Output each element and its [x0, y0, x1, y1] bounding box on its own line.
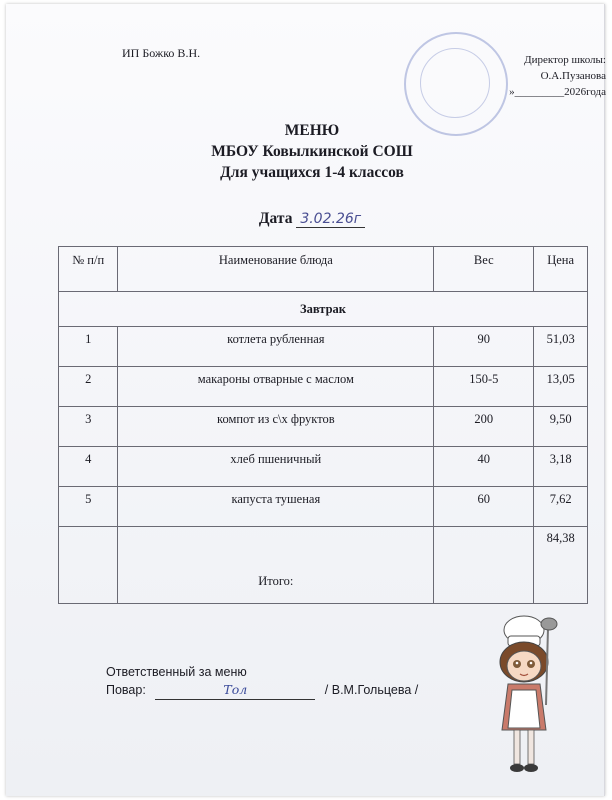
menu-table: [58, 246, 588, 604]
chef-girl-illustration: [486, 610, 566, 780]
date-value: 3.02.26г: [296, 211, 365, 228]
table-row: [59, 367, 588, 407]
title-line: МЕНЮ: [284, 122, 340, 139]
dish-price: 9,50: [534, 407, 588, 447]
total-price: 84,38: [534, 527, 588, 604]
cook-line: [106, 681, 418, 700]
empty-cell: [59, 527, 118, 604]
dish-name: компот из с\х фруктов: [118, 407, 434, 447]
approval-line: Директор школы:: [524, 54, 606, 66]
title-line: Для учащихся 1-4 классов: [220, 164, 404, 181]
approval-block: [486, 52, 606, 100]
table-row: [59, 487, 588, 527]
dish-name: капуста тушеная: [118, 487, 434, 527]
date-line: [6, 210, 612, 228]
dish-weight: 150-5: [434, 367, 534, 407]
row-number: 3: [59, 407, 118, 447]
dish-name: макароны отварные с маслом: [118, 367, 434, 407]
menu-title: [6, 120, 612, 183]
entrepreneur-name: ИП Божко В.Н.: [122, 46, 201, 60]
dish-name: хлеб пшеничный: [118, 447, 434, 487]
approval-line: О.А.Пузанова: [540, 70, 606, 82]
column-header: № п/п: [59, 247, 118, 292]
column-header: Наименование блюда: [118, 247, 434, 292]
cook-name: / В.М.Гольцева /: [324, 683, 419, 697]
section-row: [59, 292, 588, 327]
total-label: Итого:: [118, 527, 434, 604]
responsible-label: Ответственный за меню: [106, 665, 247, 679]
dish-name: котлета рубленная: [118, 327, 434, 367]
table-row: [59, 407, 588, 447]
dish-weight: 200: [434, 407, 534, 447]
table-row: [59, 447, 588, 487]
dish-price: 51,03: [534, 327, 588, 367]
total-row: [59, 527, 588, 604]
dish-price: 7,62: [534, 487, 588, 527]
dish-weight: 90: [434, 327, 534, 367]
title-line: МБОУ Ковылкинской СОШ: [211, 143, 413, 160]
table-header-row: [59, 247, 588, 292]
approval-line: »_________2026года: [509, 86, 606, 98]
row-number: 1: [59, 327, 118, 367]
section-title: Завтрак: [59, 292, 588, 327]
row-number: 2: [59, 367, 118, 407]
column-header: Цена: [534, 247, 588, 292]
dish-weight: 40: [434, 447, 534, 487]
row-number: 4: [59, 447, 118, 487]
column-header: Вес: [434, 247, 534, 292]
cook-signature: Тол: [155, 681, 315, 700]
footer-signatures: [106, 663, 418, 700]
cook-label: Повар:: [106, 683, 146, 697]
empty-cell: [434, 527, 534, 604]
row-number: 5: [59, 487, 118, 527]
dish-price: 3,18: [534, 447, 588, 487]
dish-weight: 60: [434, 487, 534, 527]
date-label: Дата: [258, 210, 293, 227]
table-row: [59, 327, 588, 367]
dish-price: 13,05: [534, 367, 588, 407]
